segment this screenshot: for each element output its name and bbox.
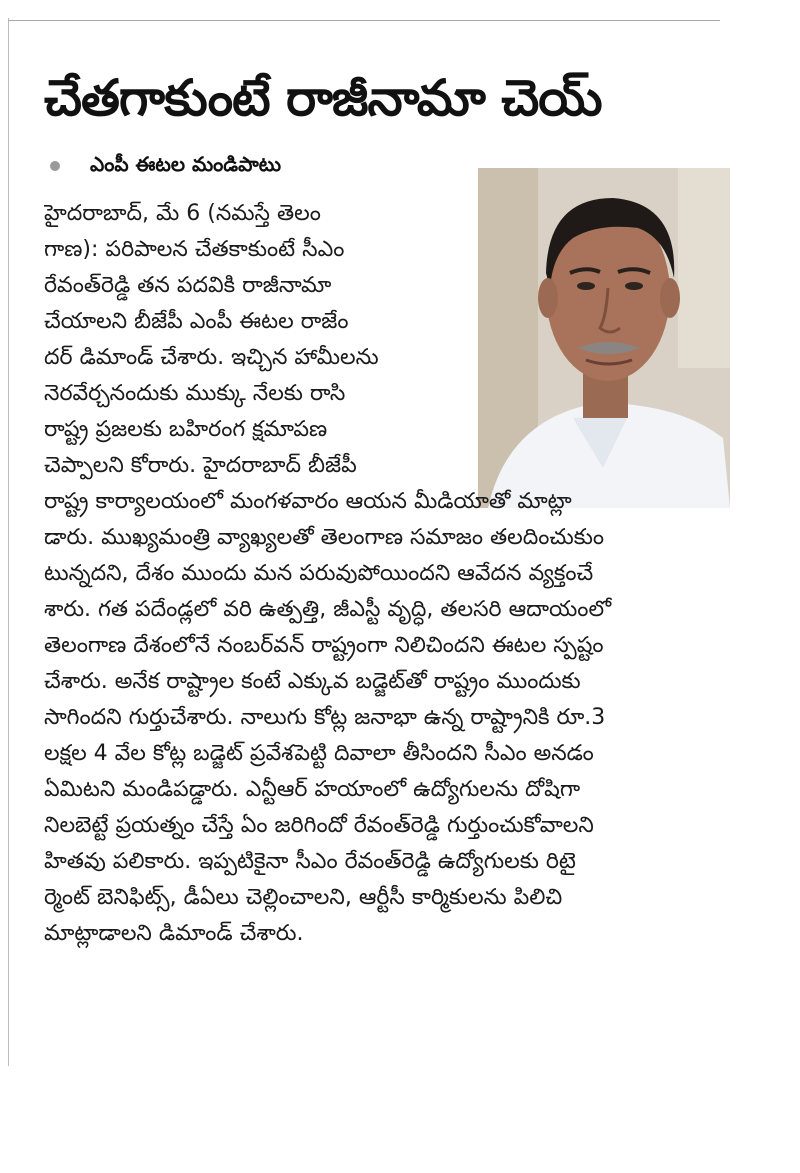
article-line: నెరవేర్చనందుకు ముక్కు నేలకు రాసి (44, 381, 346, 406)
article-line: ఏమిటని మండిపడ్డారు. ఎన్టీఆర్ హయాంలో ఉద్యోగులను దోషిగా (44, 777, 581, 802)
article-headline: చేతగాకుంటే రాజీనామా చెయ్ (44, 69, 602, 127)
article-line: గాణ): పరిపాలన చేతకాకుంటే సీఎం (44, 237, 345, 262)
portrait-illustration (478, 168, 730, 508)
article-line: రేవంత్‌రెడ్డి తన పదవికి రాజీనామా (44, 273, 332, 298)
article-line: మాట్లాడాలని డిమాండ్ చేశారు. (44, 921, 304, 946)
bullet-icon (50, 161, 60, 171)
article-line: చేశారు. అనేక రాష్ట్రాల కంటే ఎక్కువ బడ్జెట్‌తో రాష్ట్రం ముందుకు (44, 669, 581, 694)
article-line: చెప్పాలని కోరారు. హైదరాబాద్ బీజేపీ (44, 453, 357, 478)
article-line: రాష్ట్ర ప్రజలకు బహిరంగ క్షమాపణ (44, 417, 328, 442)
article-line: టున్నదని, దేశం ముందు మన పరువుపోయిందని ఆవేదన వ్యక్తంచే (44, 561, 594, 586)
column-top-rule (8, 20, 720, 21)
article-line: తెలంగాణ దేశంలోనే నంబర్‌వన్ రాష్ట్రంగా నిలిచిందని ఈటల స్పష్టం (44, 633, 604, 658)
article-line: డారు. ముఖ్యమంత్రి వ్యాఖ్యలతో తెలంగాణ సమాజం తలదించుకుం (44, 525, 604, 550)
article-line: చేయాలని బీజేపీ ఎంపీ ఈటల రాజేం (44, 309, 349, 334)
article-line: నిలబెట్టే ప్రయత్నం చేస్తే ఏం జరిగిందో రేవంత్‌రెడ్డి గుర్తుంచుకోవాలని (44, 813, 594, 838)
article-line: సాగిందని గుర్తుచేశారు. నాలుగు కోట్ల జనాభా ఉన్న రాష్ట్రానికి రూ.3 (44, 705, 606, 730)
article-line: హైదరాబాద్, మే 6 (నమస్తే తెలం (44, 201, 321, 226)
article-line: శారు. గత పదేండ్లలో వరి ఉత్పత్తి, జీఎస్టీ వృద్ధి, తలసరి ఆదాయంలో (44, 597, 612, 622)
article-line: దర్ డిమాండ్ చేశారు. ఇచ్చిన హామీలను (44, 345, 379, 370)
article-subheading (50, 150, 281, 182)
portrait-photo (478, 168, 730, 508)
column-left-rule (8, 18, 9, 1066)
article-line: లక్షల 4 వేల కోట్ల బడ్జెట్ ప్రవేశపెట్టి దివాలా తీసిందని సీఎం అనడం (44, 741, 594, 766)
article-line: హితవు పలికారు. ఇప్పటికైనా సీఎం రేవంత్‌రెడ్డి ఉద్యోగులకు రిటై (44, 849, 576, 874)
article-line: ర్మెంట్ బెనిఫిట్స్, డీఏలు చెల్లించాలని, ఆర్టీసీ కార్మికులను పిలిచి (44, 885, 563, 910)
article-line: రాష్ట్ర కార్యాలయంలో మంగళవారం ఆయన మీడియాతో మాట్లా (44, 489, 572, 514)
subheading-text: ఎంపీ ఈటల మండిపాటు (90, 151, 282, 176)
